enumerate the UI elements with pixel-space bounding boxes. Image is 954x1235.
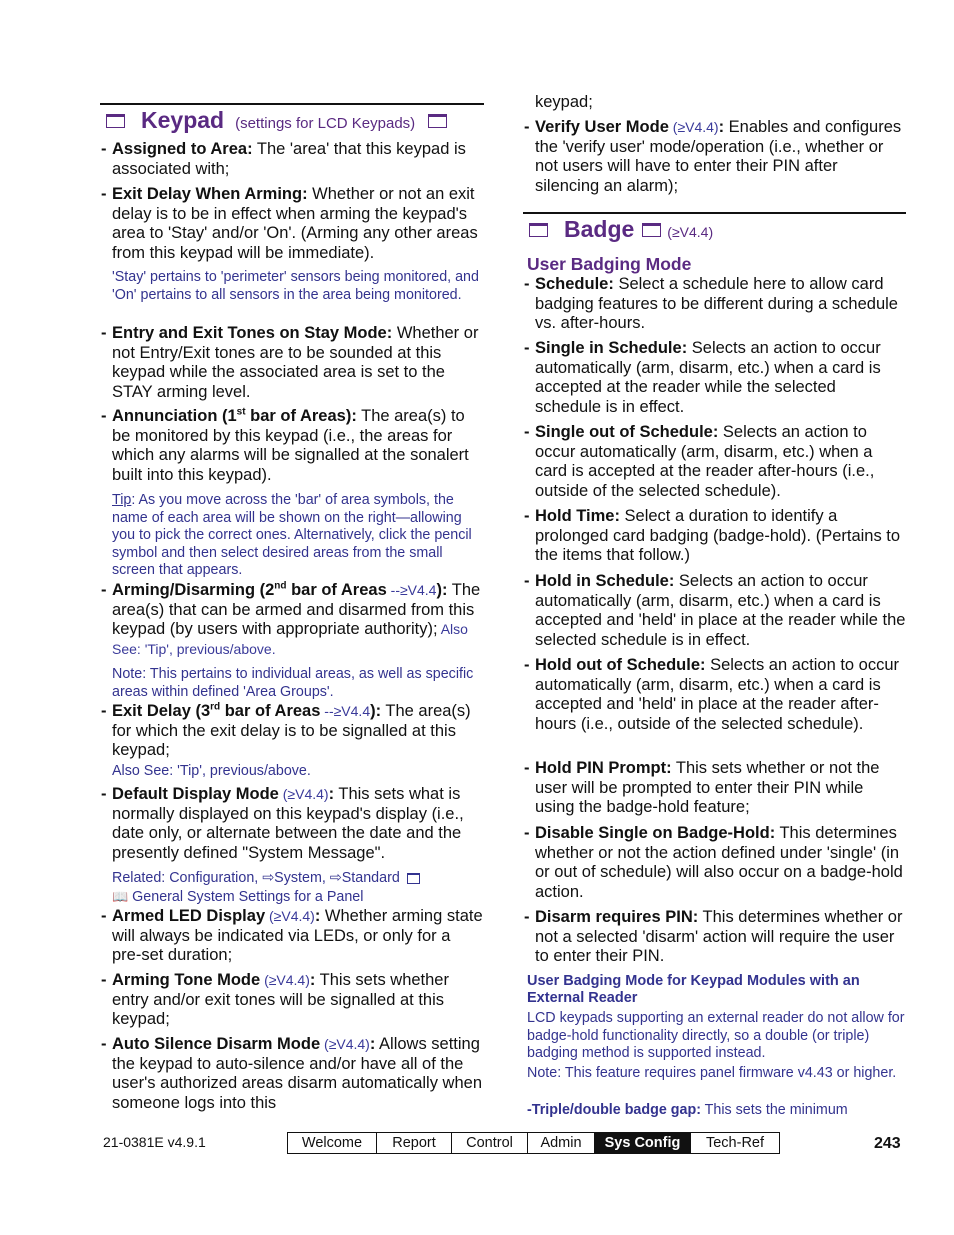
- list-item-default-display: - Default Display Mode (≥V4.4): This sets what is normally displayed on this keypad's display (i.e., date only, or alternate between the date and the presently defined "System Message".: [101, 785, 464, 862]
- list-item-verify-user: - Verify User Mode (≥V4.4): Enables and configures the 'verify user' mode/operation (i.e., whether or not users will have to enter their PIN after silencing an alarm);: [524, 118, 902, 195]
- folder-icon: [407, 873, 420, 884]
- list-item-hold-in-schedule: - Hold in Schedule: Selects an action to occur automatically (arm, disarm, etc.) when a card is accepted and 'held' in place at the reader while the selected schedule is in effect.: [524, 572, 906, 649]
- list-item-exit-delay-bar: - Exit Delay (3rd bar of Areas --≥V4.4): The area(s) for which the exit delay is to be signalled at this keypad;: [101, 701, 471, 760]
- section-subtitle: (settings for LCD Keypads): [235, 115, 416, 132]
- related-links: [112, 870, 484, 906]
- note-external-reader: LCD keypads supporting an external reader do not allow for badge-hold functionality directly, so a double (or triple) badging method is supported instead.: [527, 1010, 905, 1061]
- list-item-schedule: - Schedule: Select a schedule here to allow card badging features to be different during a schedule vs. after-hours.: [524, 275, 898, 333]
- section-rule-badge: [523, 212, 906, 214]
- list-item-exit-delay: - Exit Delay When Arming: Whether or not an exit delay is to be in effect when arming the keypad's area to 'Stay' and/or 'On'. (Arming any other areas from this keypad will be immediate).: [101, 185, 478, 262]
- related-link-general-settings[interactable]: General System Settings for a Panel: [132, 888, 364, 905]
- list-item-annunciation: - Annunciation (1st bar of Areas): The area(s) to be monitored by this keypad (i.e., the areas for which any alarms will be signalled at the sonalert built into this keypad).: [101, 406, 469, 484]
- list-item-disarm-pin: - Disarm requires PIN: This determines whether or not a selected 'disarm' action will require the user to enter their PIN.: [524, 908, 903, 966]
- nav-tab-tech-ref[interactable]: Tech-Ref: [705, 1135, 765, 1151]
- footer-nav: [287, 1132, 780, 1154]
- section-heading-badge: [529, 216, 713, 243]
- subheading-external-reader: User Badging Mode for Keypad Modules with an External Reader: [527, 973, 860, 1006]
- list-item-single-in-schedule: - Single in Schedule: Selects an action to occur automatically (arm, disarm, etc.) when a card is accepted at the reader while the selected schedule is in effect.: [524, 339, 881, 416]
- list-item-triple-badge-gap: -Triple/double badge gap: This sets the minimum: [527, 1102, 848, 1118]
- nav-tab-admin[interactable]: Admin: [528, 1133, 595, 1153]
- note-area-groups: Note: This pertains to individual areas, as well as specific areas within defined 'Area Groups'.: [112, 666, 474, 700]
- folder-icon: [529, 223, 548, 237]
- list-item-arming-tone: - Arming Tone Mode (≥V4.4): This sets whether entry and/or exit tones will be signalled at this keypad;: [101, 971, 449, 1029]
- document-id: 21-0381E v4.9.1: [103, 1134, 206, 1150]
- nav-tab-report[interactable]: Report: [377, 1133, 452, 1153]
- page-number: 243: [874, 1135, 901, 1152]
- subheading-user-badging: User Badging Mode: [527, 254, 692, 274]
- folder-icon: [642, 223, 661, 237]
- nav-tab-control[interactable]: Control: [452, 1133, 528, 1153]
- related-link-system[interactable]: Related: Configuration, ⇨System, ⇨Standard: [112, 870, 400, 886]
- section-rule-keypad: [100, 103, 484, 105]
- nav-tab-welcome[interactable]: Welcome: [288, 1133, 377, 1153]
- list-item-armed-led: - Armed LED Display (≥V4.4): Whether arming state will always be indicated via LEDs, or only for a pre-set duration;: [101, 907, 483, 965]
- nav-tab-sys-config[interactable]: Sys Config: [595, 1133, 691, 1153]
- list-item-auto-silence: - Auto Silence Disarm Mode (≥V4.4): Allows setting the keypad to auto-silence and/or have all of the user's authorized areas disarm automatically when someone logs into this: [101, 1035, 482, 1112]
- list-item-hold-time: - Hold Time: Select a duration to identify a prolonged card badging (badge-hold). (Pertains to the items that follow.): [524, 507, 901, 565]
- list-item-disable-single: - Disable Single on Badge-Hold: This determines whether or not the action defined under 'single' (in or out of schedule) will also occur on a badge-hold action.: [524, 824, 903, 901]
- tip-link[interactable]: Tip: [112, 492, 132, 508]
- folder-icon: [106, 114, 125, 128]
- section-title: Badge: [564, 216, 635, 242]
- section-title: Keypad: [141, 107, 225, 133]
- list-item-single-out-schedule: - Single out of Schedule: Selects an action to occur automatically (arm, disarm, etc.) when a card is accepted at the reader after-hours (i.e., outside of the selected schedule).: [524, 423, 875, 500]
- list-item-hold-pin-prompt: - Hold PIN Prompt: This sets whether or not the user will be prompted to enter their PIN while using the badge-hold feature;: [524, 759, 880, 817]
- list-item-entry-exit-tones: - Entry and Exit Tones on Stay Mode: Whether or not Entry/Exit tones are to be sounded at this keypad while the associated area is set to the STAY arming level.: [101, 324, 479, 401]
- note-firmware: Note: This feature requires panel firmware v4.43 or higher.: [527, 1065, 897, 1081]
- tip-note: Tip: As you move across the 'bar' of area symbols, the name of each area will be shown on the right—allowing you to pick the correct ones. Alternatively, click the pencil symbol and then select desired areas from the small screen that appears.: [112, 492, 472, 578]
- section-heading-keypad: [106, 107, 447, 134]
- section-subtitle: (≥V4.4): [667, 224, 714, 240]
- list-item-assigned-area: - Assigned to Area: The 'area' that this keypad is associated with;: [101, 140, 466, 178]
- book-icon: 📖: [112, 888, 129, 904]
- list-item-arming-disarming: - Arming/Disarming (2nd bar of Areas --≥V4.4): The area(s) that can be armed and disarmed from this keypad (by users with appropriate authority); Also See: 'Tip', previous/above.: [101, 580, 481, 657]
- also-see-note: Also See: 'Tip', previous/above.: [112, 763, 311, 779]
- note-stay-on: 'Stay' pertains to 'perimeter' sensors being monitored, and 'On' pertains to all sensors in the area being monitored.: [112, 269, 479, 303]
- continued-text: keypad;: [535, 93, 593, 111]
- page-footer: [0, 1128, 954, 1158]
- list-item-hold-out-schedule: - Hold out of Schedule: Selects an action to occur automatically (arm, disarm, etc.) when a card is accepted and 'held' in place at the reader after-hours (i.e., outside of the selected schedule).: [524, 656, 900, 733]
- folder-icon: [428, 114, 447, 128]
